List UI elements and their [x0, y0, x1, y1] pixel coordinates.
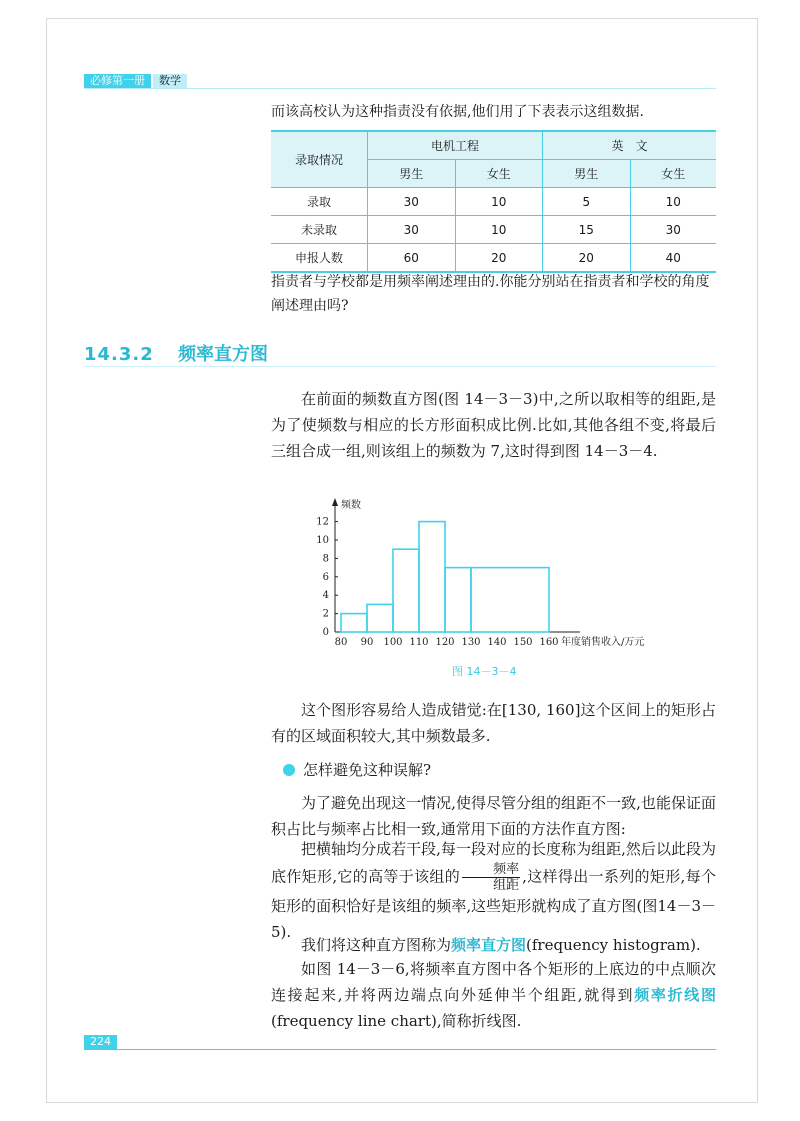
x-tick-label: 80 [334, 637, 348, 648]
table-cell: 15 [543, 216, 631, 244]
paragraph-5-text-a: 我们将这种直方图称为 [301, 936, 452, 954]
table-cell: 20 [543, 244, 631, 273]
paragraph-4-text-b: ,这样得出一系列的矩形,每个矩形的面积恰好是该组的频率,这些矩形就构成了直方图(图14－3－5). [271, 867, 716, 941]
x-tick-label: 160 [539, 637, 559, 648]
table-corner: 录取情况 [271, 131, 368, 188]
term-frequency-line-chart: 频率折线图 [634, 986, 716, 1004]
page-number: 224 [84, 1035, 117, 1049]
y-tick-label: 2 [322, 608, 329, 620]
x-tick-label: 130 [461, 637, 481, 648]
histogram-bar [367, 604, 393, 632]
x-tick-label: 120 [435, 637, 455, 648]
question-bullet [283, 758, 431, 782]
admission-table [271, 130, 716, 273]
table-cell: 30 [368, 188, 456, 216]
intro-text: 而该高校认为这种指责没有依据,他们用了下表表示这组数据. [271, 104, 644, 120]
y-tick-label: 0 [322, 627, 329, 638]
y-axis-arrow [332, 498, 338, 506]
table-cell: 10 [455, 188, 543, 216]
table-cell: 40 [630, 244, 716, 273]
figure-caption: 图 14－3－4 [452, 665, 517, 678]
section-heading [84, 340, 716, 367]
table-cell: 20 [455, 244, 543, 273]
paragraph-5 [271, 932, 716, 958]
y-tick-label: 8 [322, 553, 329, 565]
y-tick-label: 10 [316, 535, 329, 546]
paragraph-2: 这个图形容易给人造成错觉:在[130, 160]这个区间上的矩形占有的区域面积较大,其中频数最多. [271, 701, 716, 745]
paragraph-1: 在前面的频数直方图(图 14－3－3)中,之所以取相等的组距,是为了使频数与相应的长方形面积成比例.比如,其他各组不变,将最后三组合成一组,则该组上的频数为 7,这时得到图 14－3－4. [271, 390, 716, 460]
row-label: 未录取 [271, 216, 368, 244]
x-tick-label: 150 [513, 637, 533, 648]
fraction [462, 862, 520, 893]
table-cell: 5 [543, 188, 631, 216]
subject-label: 数学 [153, 74, 187, 88]
fraction-numerator: 频率 [462, 862, 520, 878]
footer-rule [84, 1049, 716, 1050]
paragraph-6 [271, 956, 716, 1034]
table-cell: 30 [368, 216, 456, 244]
table-row [271, 244, 716, 273]
group-header: 英 文 [543, 131, 716, 160]
row-label: 申报人数 [271, 244, 368, 273]
section-title: 频率直方图 [178, 344, 269, 365]
sub-header: 女生 [630, 160, 716, 188]
bullet-text: 怎样避免这种误解? [303, 761, 432, 779]
x-tick-label: 90 [360, 637, 374, 648]
paragraph-4-text-a: 把横轴均分成若干段,每一段对应的长度称为组距,然后以此段为底作矩形,它的高等于该组的 [271, 840, 716, 886]
section-number: 14.3.2 [84, 344, 154, 365]
sub-header: 女生 [455, 160, 543, 188]
histogram-bar [445, 568, 471, 632]
histogram-bar [341, 614, 367, 632]
x-tick-label: 110 [409, 637, 429, 648]
table-cell: 10 [630, 188, 716, 216]
histogram-bar [419, 522, 445, 632]
paragraph-4 [271, 836, 716, 945]
table-row [271, 216, 716, 244]
question-text: 指责者与学校都是用频率阐述理由的.你能分别站在指责者和学校的角度阐述理由吗? [271, 274, 710, 314]
sub-header: 男生 [543, 160, 631, 188]
bullet-dot-icon [283, 764, 295, 776]
book-label: 必修第一册 [84, 74, 151, 88]
table-cell: 30 [630, 216, 716, 244]
table-cell: 60 [368, 244, 456, 273]
group-header: 电机工程 [368, 131, 543, 160]
header-rule [84, 88, 716, 89]
x-tick-label: 100 [383, 637, 403, 648]
row-label: 录取 [271, 188, 368, 216]
histogram-chart [300, 492, 680, 657]
table-row [271, 188, 716, 216]
y-tick-label: 4 [322, 590, 329, 602]
y-axis-label: 频数 [341, 500, 361, 511]
paragraph-3: 为了避免出现这一情况,使得尽管分组的组距不一致,也能保证面积占比与频率占比相一致,通常用下面的方法作直方图: [271, 794, 716, 838]
paragraph-6-text-b: (frequency line chart),简称折线图. [271, 1012, 522, 1030]
table-cell: 10 [455, 216, 543, 244]
y-tick-label: 6 [322, 571, 329, 583]
histogram-bar [393, 549, 419, 632]
fraction-denominator: 组距 [493, 878, 520, 893]
paragraph-6-text-a: 如图 14－3－6,将频率直方图中各个矩形的上底边的中点顺次连接起来,并将两边端点向外延伸半个组距,就得到 [271, 960, 716, 1004]
x-tick-label: 140 [487, 637, 507, 648]
term-frequency-histogram: 频率直方图 [451, 936, 527, 954]
running-header [84, 74, 187, 88]
paragraph-5-text-b: (frequency histogram). [526, 936, 701, 954]
sub-header: 男生 [368, 160, 456, 188]
histogram-bar [471, 568, 549, 632]
x-axis-label: 年度销售收入/万元 [561, 637, 645, 648]
y-tick-label: 12 [316, 516, 329, 528]
